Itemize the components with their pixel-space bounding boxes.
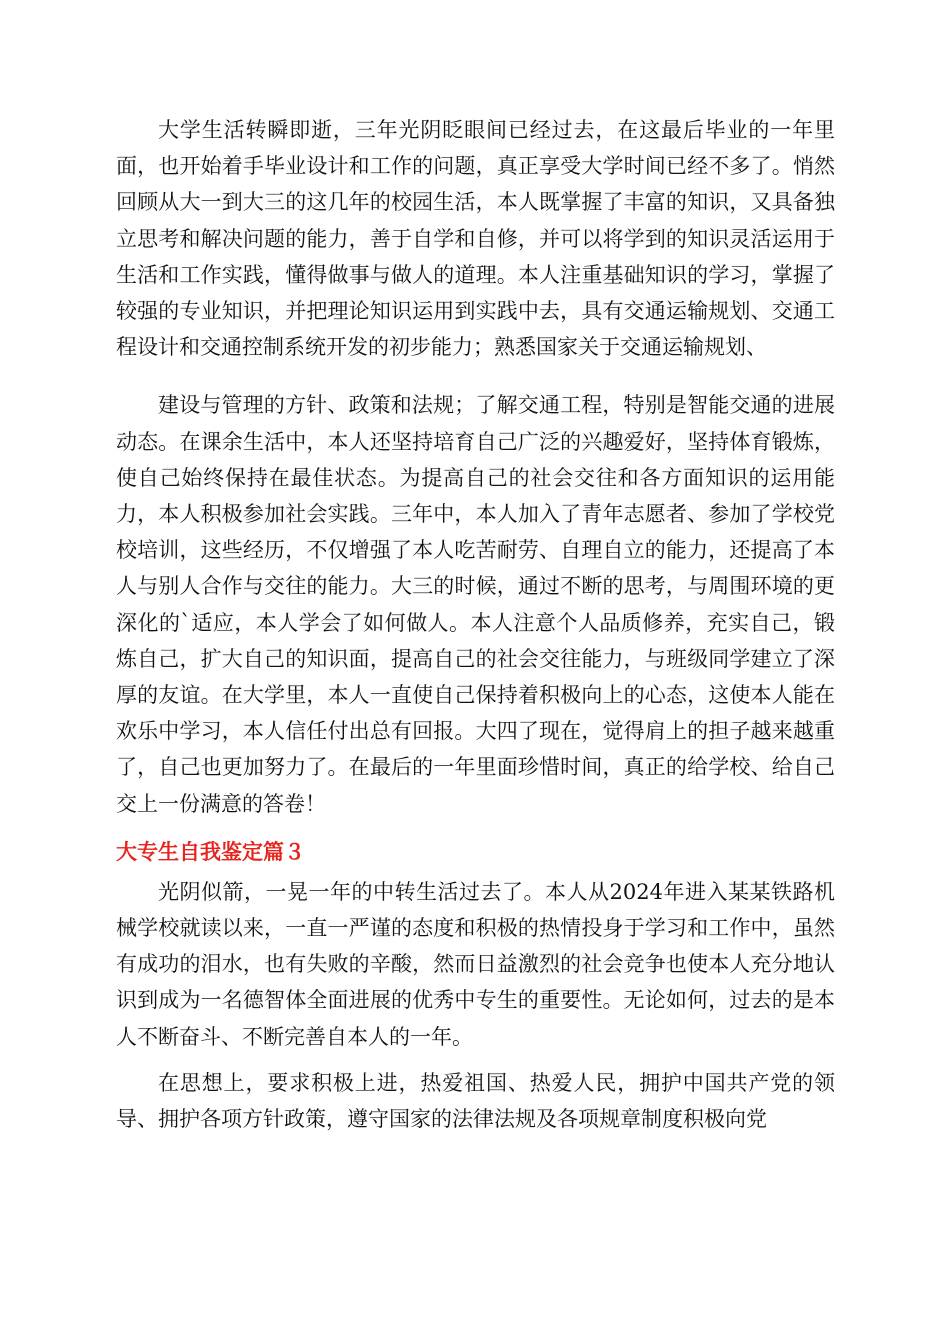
section-heading: 大专生自我鉴定篇３ [116, 839, 305, 864]
section-paragraph-2: 在思想上，要求积极上进，热爱祖国、热爱人民，拥护中国共产党的领导、拥护各项方针政策，遵守国家的法律法规及各项规章制度积极向党 [116, 1070, 835, 1132]
paragraph-1: 大学生活转瞬即逝，三年光阴眨眼间已经过去，在这最后毕业的一年里面，也开始着手毕业设计和工作的问题，真正享受大学时间已经不多了。悄然回顾从大一到大三的这几年的校园生活，本人既掌握了丰富的知识，又具备独立思考和解决问题的能力，善于自学和自修，并可以将学到的知识灵活运用于生活和工作实践，懂得做事与做人的道理。本人注重基础知识的学习，掌握了较强的专业知识，并把理论知识运用到实践中去，具有交通运输规划、交通工程设计和交通控制系统开发的初步能力；熟悉国家关于交通运输规划、 [116, 118, 835, 360]
paragraph-2: 建设与管理的方针、政策和法规；了解交通工程，特别是智能交通的进展动态。在课余生活中，本人还坚持培育自己广泛的兴趣爱好，坚持体育锻炼，使自己始终保持在最佳状态。为提高自己的社会交往和各方面知识的运用能力，本人积极参加社会实践。三年中，本人加入了青年志愿者、参加了学校党校培训，这些经历，不仅增强了本人吃苦耐劳、自理自立的能力，还提高了本人与别人合作与交往的能力。大三的时候，通过不断的思考，与周围环境的更深化的`适应，本人学会了如何做人。本人注意个人品质修养，充实自己，锻炼自己，扩大自己的知识面，提高自己的社会交往能力，与班级同学建立了深厚的友谊。在大学里，本人一直使自己保持着积极向上的心态，这使本人能在欢乐中学习，本人信任付出总有回报。大四了现在，觉得肩上的担子越来越重了，自己也更加努力了。在最后的一年里面珍惜时间，真正的给学校、给自己交上一份满意的答卷！ [116, 393, 835, 816]
section-paragraph-1: 光阴似箭，一晃一年的中转生活过去了。本人从2024年进入某某铁路机械学校就读以来，一直一严谨的态度和积极的热情投身于学习和工作中，虽然有成功的泪水，也有失败的辛酸，然而日益激烈的社会竞争也使本人充分地认识到成为一名德智体全面进展的优秀中专生的重要性。无论如何，过去的是本人不断奋斗、不断完善自本人的一年。 [116, 879, 835, 1049]
document-page [116, 112, 835, 1137]
